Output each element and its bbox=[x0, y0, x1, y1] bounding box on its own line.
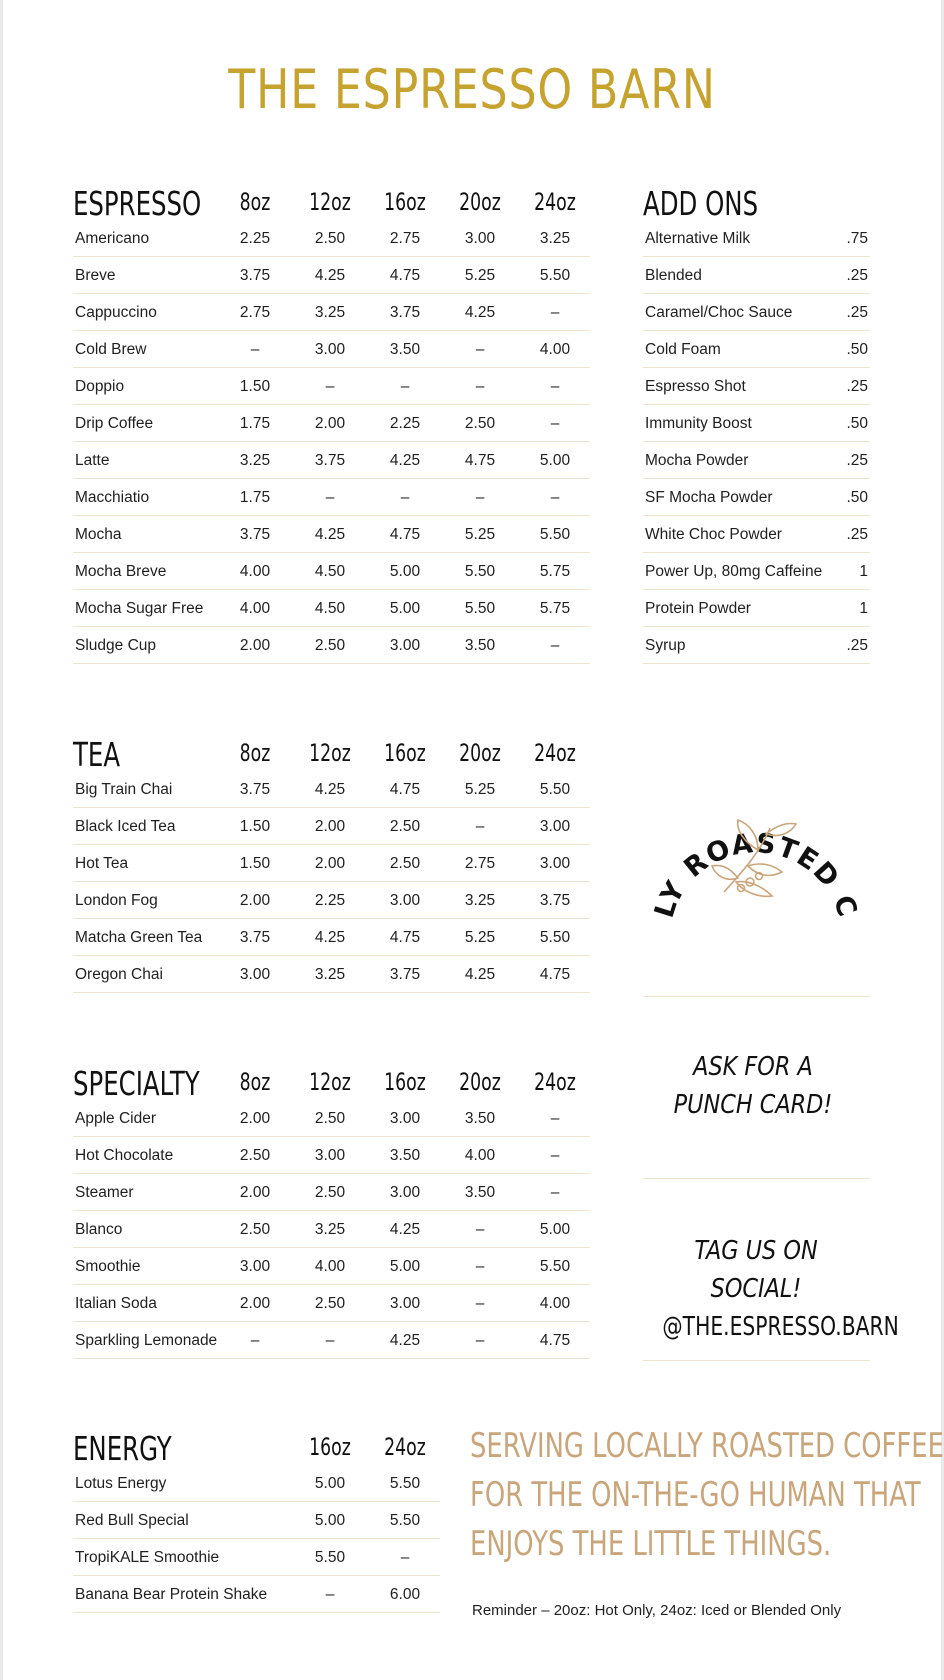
item-name: Americano bbox=[75, 230, 150, 247]
item-price: 5.75 bbox=[539, 563, 571, 580]
energy-menu-row bbox=[73, 1502, 440, 1539]
item-price: 3.00 bbox=[464, 230, 496, 247]
addons-section bbox=[643, 180, 870, 664]
addon-price: .25 bbox=[846, 304, 868, 321]
item-price: 2.75 bbox=[389, 230, 421, 247]
specialty-size-header: 20oz bbox=[459, 1068, 501, 1096]
item-price: 2.00 bbox=[239, 892, 271, 909]
item-price: 3.25 bbox=[539, 230, 571, 247]
item-price: 2.25 bbox=[314, 892, 346, 909]
item-price: 5.50 bbox=[314, 1549, 346, 1566]
item-price: 5.50 bbox=[389, 1475, 421, 1492]
item-price: 5.50 bbox=[464, 563, 496, 580]
item-price: 4.50 bbox=[314, 600, 346, 617]
item-price: – bbox=[325, 1586, 335, 1603]
item-price: 5.00 bbox=[314, 1512, 346, 1529]
addon-name: Blended bbox=[645, 267, 702, 284]
item-price: 4.75 bbox=[539, 1332, 571, 1349]
item-price: 5.25 bbox=[464, 267, 496, 284]
espresso-menu-row bbox=[73, 331, 590, 368]
item-name: Black Iced Tea bbox=[75, 818, 176, 835]
addon-price: .25 bbox=[846, 452, 868, 469]
item-price: 2.50 bbox=[389, 855, 421, 872]
tea-menu-row bbox=[73, 882, 590, 919]
specialty-size-header: 16oz bbox=[384, 1068, 426, 1096]
addon-row bbox=[643, 590, 870, 627]
addon-price: .25 bbox=[846, 526, 868, 543]
espresso-menu-row bbox=[73, 368, 590, 405]
item-price: 5.50 bbox=[464, 600, 496, 617]
punch-card-line1: ASK FOR A bbox=[693, 1052, 813, 1082]
item-price: – bbox=[400, 378, 410, 395]
item-price: 2.50 bbox=[314, 1184, 346, 1201]
addons-header bbox=[643, 180, 870, 223]
specialty-title: SPECIALTY bbox=[73, 1064, 200, 1103]
item-price: – bbox=[475, 341, 485, 358]
addon-row bbox=[643, 627, 870, 664]
energy-section bbox=[73, 1425, 440, 1613]
tagline-line3: ENJOYS THE LITTLE THINGS. bbox=[470, 1524, 832, 1564]
tagline-line1: SERVING LOCALLY ROASTED COFFEE bbox=[470, 1426, 944, 1466]
tagline bbox=[470, 1422, 944, 1569]
addon-price: .25 bbox=[846, 378, 868, 395]
item-price: 4.75 bbox=[539, 966, 571, 983]
item-price: – bbox=[250, 341, 260, 358]
item-price: 2.00 bbox=[314, 415, 346, 432]
espresso-title: ESPRESSO bbox=[73, 184, 202, 223]
item-price: 3.50 bbox=[464, 637, 496, 654]
item-name: Sparkling Lemonade bbox=[75, 1332, 218, 1349]
item-price: 5.50 bbox=[539, 929, 571, 946]
item-price: 3.50 bbox=[464, 1110, 496, 1127]
item-price: 4.25 bbox=[314, 929, 346, 946]
social-callout: TAG US ON SOCIAL! bbox=[694, 1236, 818, 1304]
item-name: Hot Tea bbox=[75, 855, 129, 872]
item-price: 5.50 bbox=[539, 1258, 571, 1275]
item-name: Doppio bbox=[75, 378, 125, 395]
item-price: 5.00 bbox=[389, 563, 421, 580]
item-name: Big Train Chai bbox=[75, 781, 173, 798]
item-price: 2.50 bbox=[314, 637, 346, 654]
item-price: 3.75 bbox=[239, 781, 271, 798]
item-price: 3.75 bbox=[539, 892, 571, 909]
item-price: 4.75 bbox=[389, 526, 421, 543]
specialty-menu-row bbox=[73, 1248, 590, 1285]
specialty-menu-row bbox=[73, 1322, 590, 1359]
espresso-menu-row bbox=[73, 516, 590, 553]
espresso-size-header: 24oz bbox=[534, 188, 576, 216]
addon-price: .50 bbox=[846, 415, 868, 432]
item-price: 2.00 bbox=[239, 1184, 271, 1201]
specialty-menu-row bbox=[73, 1285, 590, 1322]
espresso-size-header: 20oz bbox=[459, 188, 501, 216]
item-price: 2.50 bbox=[314, 230, 346, 247]
espresso-size-header: 16oz bbox=[384, 188, 426, 216]
tea-header bbox=[73, 731, 590, 774]
item-price: 4.50 bbox=[314, 563, 346, 580]
item-price: 3.75 bbox=[389, 966, 421, 983]
social-handle: @THE.ESPRESSO.BARN bbox=[662, 1312, 899, 1342]
item-price: 3.00 bbox=[539, 818, 571, 835]
specialty-section bbox=[73, 1060, 590, 1359]
energy-menu-row bbox=[73, 1539, 440, 1576]
addon-row bbox=[643, 331, 870, 368]
item-name: Mocha Sugar Free bbox=[75, 600, 204, 617]
addon-name: Espresso Shot bbox=[645, 378, 746, 395]
espresso-header bbox=[73, 180, 590, 223]
tea-menu-row bbox=[73, 808, 590, 845]
item-price: 3.25 bbox=[314, 966, 346, 983]
addon-row bbox=[643, 516, 870, 553]
item-price: 2.75 bbox=[239, 304, 271, 321]
item-price: 2.00 bbox=[314, 818, 346, 835]
item-price: – bbox=[550, 1110, 560, 1127]
item-price: 3.25 bbox=[314, 1221, 346, 1238]
item-price: 3.00 bbox=[389, 1295, 421, 1312]
item-price: 3.00 bbox=[389, 1184, 421, 1201]
addon-name: SF Mocha Powder bbox=[645, 489, 773, 506]
item-name: Mocha bbox=[75, 526, 122, 543]
item-price: 4.25 bbox=[314, 781, 346, 798]
item-price: – bbox=[475, 818, 485, 835]
addon-price: 1 bbox=[859, 563, 868, 580]
item-price: 3.00 bbox=[239, 1258, 271, 1275]
espresso-menu-row bbox=[73, 442, 590, 479]
item-price: 3.75 bbox=[239, 929, 271, 946]
item-name: Banana Bear Protein Shake bbox=[75, 1586, 268, 1603]
item-name: Apple Cider bbox=[75, 1110, 156, 1127]
item-price: 4.75 bbox=[389, 267, 421, 284]
specialty-header bbox=[73, 1060, 590, 1103]
social-divider bbox=[643, 1360, 870, 1361]
item-price: 4.75 bbox=[389, 929, 421, 946]
tea-menu-row bbox=[73, 956, 590, 993]
addon-name: Power Up, 80mg Caffeine bbox=[645, 563, 823, 580]
item-price: 4.75 bbox=[389, 781, 421, 798]
item-price: – bbox=[400, 1549, 410, 1566]
tea-menu-row bbox=[73, 845, 590, 882]
item-price: 5.00 bbox=[314, 1475, 346, 1492]
item-price: 3.00 bbox=[389, 892, 421, 909]
addons-title: ADD ONS bbox=[643, 184, 759, 223]
item-price: 4.25 bbox=[389, 452, 421, 469]
tea-size-header: 8oz bbox=[239, 739, 271, 767]
tea-size-header: 20oz bbox=[459, 739, 501, 767]
item-price: 2.00 bbox=[239, 637, 271, 654]
energy-size-header: 24oz bbox=[384, 1433, 426, 1461]
tea-title: TEA bbox=[73, 735, 121, 774]
espresso-size-header: 8oz bbox=[239, 188, 271, 216]
espresso-menu-row bbox=[73, 590, 590, 627]
punch-card-note bbox=[658, 1048, 847, 1124]
item-price: 1.75 bbox=[239, 489, 271, 506]
page-title: THE ESPRESSO BARN bbox=[228, 58, 716, 121]
item-price: – bbox=[325, 489, 335, 506]
item-price: – bbox=[325, 1332, 335, 1349]
item-price: – bbox=[550, 304, 560, 321]
item-name: London Fog bbox=[75, 892, 158, 909]
item-price: – bbox=[475, 1221, 485, 1238]
item-price: 4.25 bbox=[314, 267, 346, 284]
espresso-menu-row bbox=[73, 294, 590, 331]
item-price: 5.25 bbox=[464, 526, 496, 543]
item-name: Breve bbox=[75, 267, 116, 284]
item-price: 2.25 bbox=[239, 230, 271, 247]
item-price: 3.00 bbox=[314, 1147, 346, 1164]
item-price: – bbox=[550, 1184, 560, 1201]
espresso-menu-row bbox=[73, 405, 590, 442]
item-name: Mocha Breve bbox=[75, 563, 167, 580]
item-name: Italian Soda bbox=[75, 1295, 157, 1312]
addon-name: Alternative Milk bbox=[645, 230, 751, 247]
tea-menu-row bbox=[73, 919, 590, 956]
badge-divider bbox=[643, 996, 870, 997]
item-price: 3.50 bbox=[389, 341, 421, 358]
item-name: TropiKALE Smoothie bbox=[75, 1549, 220, 1566]
item-price: – bbox=[475, 1332, 485, 1349]
item-price: 2.25 bbox=[389, 415, 421, 432]
espresso-menu-row bbox=[73, 627, 590, 664]
item-name: Red Bull Special bbox=[75, 1512, 189, 1529]
item-price: – bbox=[475, 1258, 485, 1275]
tea-size-header: 16oz bbox=[384, 739, 426, 767]
espresso-size-header: 12oz bbox=[309, 188, 351, 216]
specialty-menu-row bbox=[73, 1137, 590, 1174]
addon-row bbox=[643, 405, 870, 442]
item-price: 5.50 bbox=[539, 526, 571, 543]
item-price: 2.50 bbox=[239, 1147, 271, 1164]
specialty-menu-row bbox=[73, 1100, 590, 1137]
item-price: – bbox=[550, 378, 560, 395]
item-price: 1.50 bbox=[239, 855, 271, 872]
item-price: 2.75 bbox=[464, 855, 496, 872]
addon-price: 1 bbox=[859, 600, 868, 617]
addon-price: .25 bbox=[846, 267, 868, 284]
item-price: 5.25 bbox=[464, 781, 496, 798]
item-price: 4.75 bbox=[464, 452, 496, 469]
item-price: 4.00 bbox=[539, 341, 571, 358]
item-price: 1.50 bbox=[239, 818, 271, 835]
item-price: – bbox=[325, 378, 335, 395]
espresso-menu-row bbox=[73, 257, 590, 294]
item-price: 3.50 bbox=[464, 1184, 496, 1201]
item-price: – bbox=[475, 1295, 485, 1312]
item-price: 3.00 bbox=[539, 855, 571, 872]
addon-row bbox=[643, 294, 870, 331]
item-name: Latte bbox=[75, 452, 110, 469]
item-price: 1.50 bbox=[239, 378, 271, 395]
item-price: 4.00 bbox=[239, 600, 271, 617]
item-price: 5.25 bbox=[464, 929, 496, 946]
addon-price: .75 bbox=[846, 230, 868, 247]
item-price: 3.50 bbox=[389, 1147, 421, 1164]
addon-row bbox=[643, 479, 870, 516]
item-price: 5.00 bbox=[389, 600, 421, 617]
item-price: 4.25 bbox=[389, 1332, 421, 1349]
item-price: 2.00 bbox=[239, 1295, 271, 1312]
item-price: 2.50 bbox=[464, 415, 496, 432]
addon-price: .50 bbox=[846, 489, 868, 506]
item-price: – bbox=[250, 1332, 260, 1349]
item-price: 4.00 bbox=[239, 563, 271, 580]
item-price: 3.75 bbox=[239, 267, 271, 284]
addon-row bbox=[643, 553, 870, 590]
item-price: – bbox=[550, 415, 560, 432]
item-price: – bbox=[550, 1147, 560, 1164]
addon-name: Caramel/Choc Sauce bbox=[645, 304, 793, 321]
item-price: – bbox=[550, 637, 560, 654]
item-name: Cappuccino bbox=[75, 304, 157, 321]
item-price: 3.25 bbox=[314, 304, 346, 321]
item-price: 5.00 bbox=[389, 1258, 421, 1275]
item-price: 5.50 bbox=[389, 1512, 421, 1529]
item-price: 4.25 bbox=[314, 526, 346, 543]
item-price: 2.50 bbox=[239, 1221, 271, 1238]
tea-menu-row bbox=[73, 771, 590, 808]
item-price: 3.25 bbox=[464, 892, 496, 909]
item-price: 3.00 bbox=[389, 1110, 421, 1127]
item-price: 2.00 bbox=[239, 1110, 271, 1127]
item-price: 5.75 bbox=[539, 600, 571, 617]
tea-size-header: 12oz bbox=[309, 739, 351, 767]
addon-name: Immunity Boost bbox=[645, 415, 752, 432]
energy-title: ENERGY bbox=[73, 1429, 172, 1468]
item-price: 6.00 bbox=[389, 1586, 421, 1603]
energy-header bbox=[73, 1425, 440, 1468]
specialty-size-header: 24oz bbox=[534, 1068, 576, 1096]
item-name: Hot Chocolate bbox=[75, 1147, 174, 1164]
item-price: – bbox=[550, 489, 560, 506]
item-price: 2.50 bbox=[314, 1295, 346, 1312]
item-price: – bbox=[400, 489, 410, 506]
item-price: 3.00 bbox=[314, 341, 346, 358]
punch-divider bbox=[643, 1178, 870, 1179]
item-price: 5.50 bbox=[539, 781, 571, 798]
addon-name: Cold Foam bbox=[645, 341, 721, 358]
addon-name: Syrup bbox=[645, 637, 686, 654]
espresso-section bbox=[73, 180, 590, 664]
addon-row bbox=[643, 257, 870, 294]
specialty-size-header: 8oz bbox=[239, 1068, 271, 1096]
espresso-menu-row bbox=[73, 553, 590, 590]
item-price: 4.00 bbox=[314, 1258, 346, 1275]
item-name: Smoothie bbox=[75, 1258, 141, 1275]
item-price: 3.00 bbox=[239, 966, 271, 983]
espresso-menu-row bbox=[73, 479, 590, 516]
item-price: 3.75 bbox=[314, 452, 346, 469]
locally-roasted-badge bbox=[640, 770, 870, 930]
tagline-line2: FOR THE ON-THE-GO HUMAN THAT bbox=[470, 1475, 921, 1515]
social-note bbox=[636, 1232, 899, 1346]
specialty-size-header: 12oz bbox=[309, 1068, 351, 1096]
item-name: Matcha Green Tea bbox=[75, 929, 203, 946]
item-name: Sludge Cup bbox=[75, 637, 157, 654]
item-name: Blanco bbox=[75, 1221, 123, 1238]
item-name: Lotus Energy bbox=[75, 1475, 167, 1492]
item-name: Steamer bbox=[75, 1184, 134, 1201]
item-price: 3.25 bbox=[239, 452, 271, 469]
item-price: 5.50 bbox=[539, 267, 571, 284]
item-price: 4.00 bbox=[539, 1295, 571, 1312]
addon-row bbox=[643, 220, 870, 257]
tea-section bbox=[73, 731, 590, 993]
addon-name: White Choc Powder bbox=[645, 526, 782, 543]
energy-size-header: 16oz bbox=[309, 1433, 351, 1461]
addon-row bbox=[643, 368, 870, 405]
tea-size-header: 24oz bbox=[534, 739, 576, 767]
item-name: Macchiatio bbox=[75, 489, 150, 506]
item-price: 4.25 bbox=[464, 304, 496, 321]
item-price: 4.25 bbox=[389, 1221, 421, 1238]
item-price: – bbox=[475, 378, 485, 395]
addon-row bbox=[643, 442, 870, 479]
item-price: 5.00 bbox=[539, 1221, 571, 1238]
item-price: 3.00 bbox=[389, 637, 421, 654]
item-price: – bbox=[475, 489, 485, 506]
espresso-menu-row bbox=[73, 220, 590, 257]
energy-menu-row bbox=[73, 1465, 440, 1502]
punch-card-line2: PUNCH CARD! bbox=[673, 1090, 833, 1120]
specialty-menu-row bbox=[73, 1211, 590, 1248]
addon-name: Mocha Powder bbox=[645, 452, 749, 469]
item-price: 3.75 bbox=[389, 304, 421, 321]
item-price: 5.00 bbox=[539, 452, 571, 469]
item-name: Oregon Chai bbox=[75, 966, 163, 983]
item-price: 2.50 bbox=[314, 1110, 346, 1127]
item-price: 3.75 bbox=[239, 526, 271, 543]
specialty-menu-row bbox=[73, 1174, 590, 1211]
addon-price: .25 bbox=[846, 637, 868, 654]
addon-price: .50 bbox=[846, 341, 868, 358]
item-price: 1.75 bbox=[239, 415, 271, 432]
addon-name: Protein Powder bbox=[645, 600, 751, 617]
size-reminder: Reminder – 20oz: Hot Only, 24oz: Iced or Blended Only bbox=[472, 1602, 842, 1619]
item-name: Cold Brew bbox=[75, 341, 147, 358]
item-price: 2.00 bbox=[314, 855, 346, 872]
energy-menu-row bbox=[73, 1576, 440, 1613]
item-name: Drip Coffee bbox=[75, 415, 154, 432]
item-price: 2.50 bbox=[389, 818, 421, 835]
item-price: 4.25 bbox=[464, 966, 496, 983]
badge-text: LY ROASTED C bbox=[648, 827, 864, 922]
item-price: 4.00 bbox=[464, 1147, 496, 1164]
